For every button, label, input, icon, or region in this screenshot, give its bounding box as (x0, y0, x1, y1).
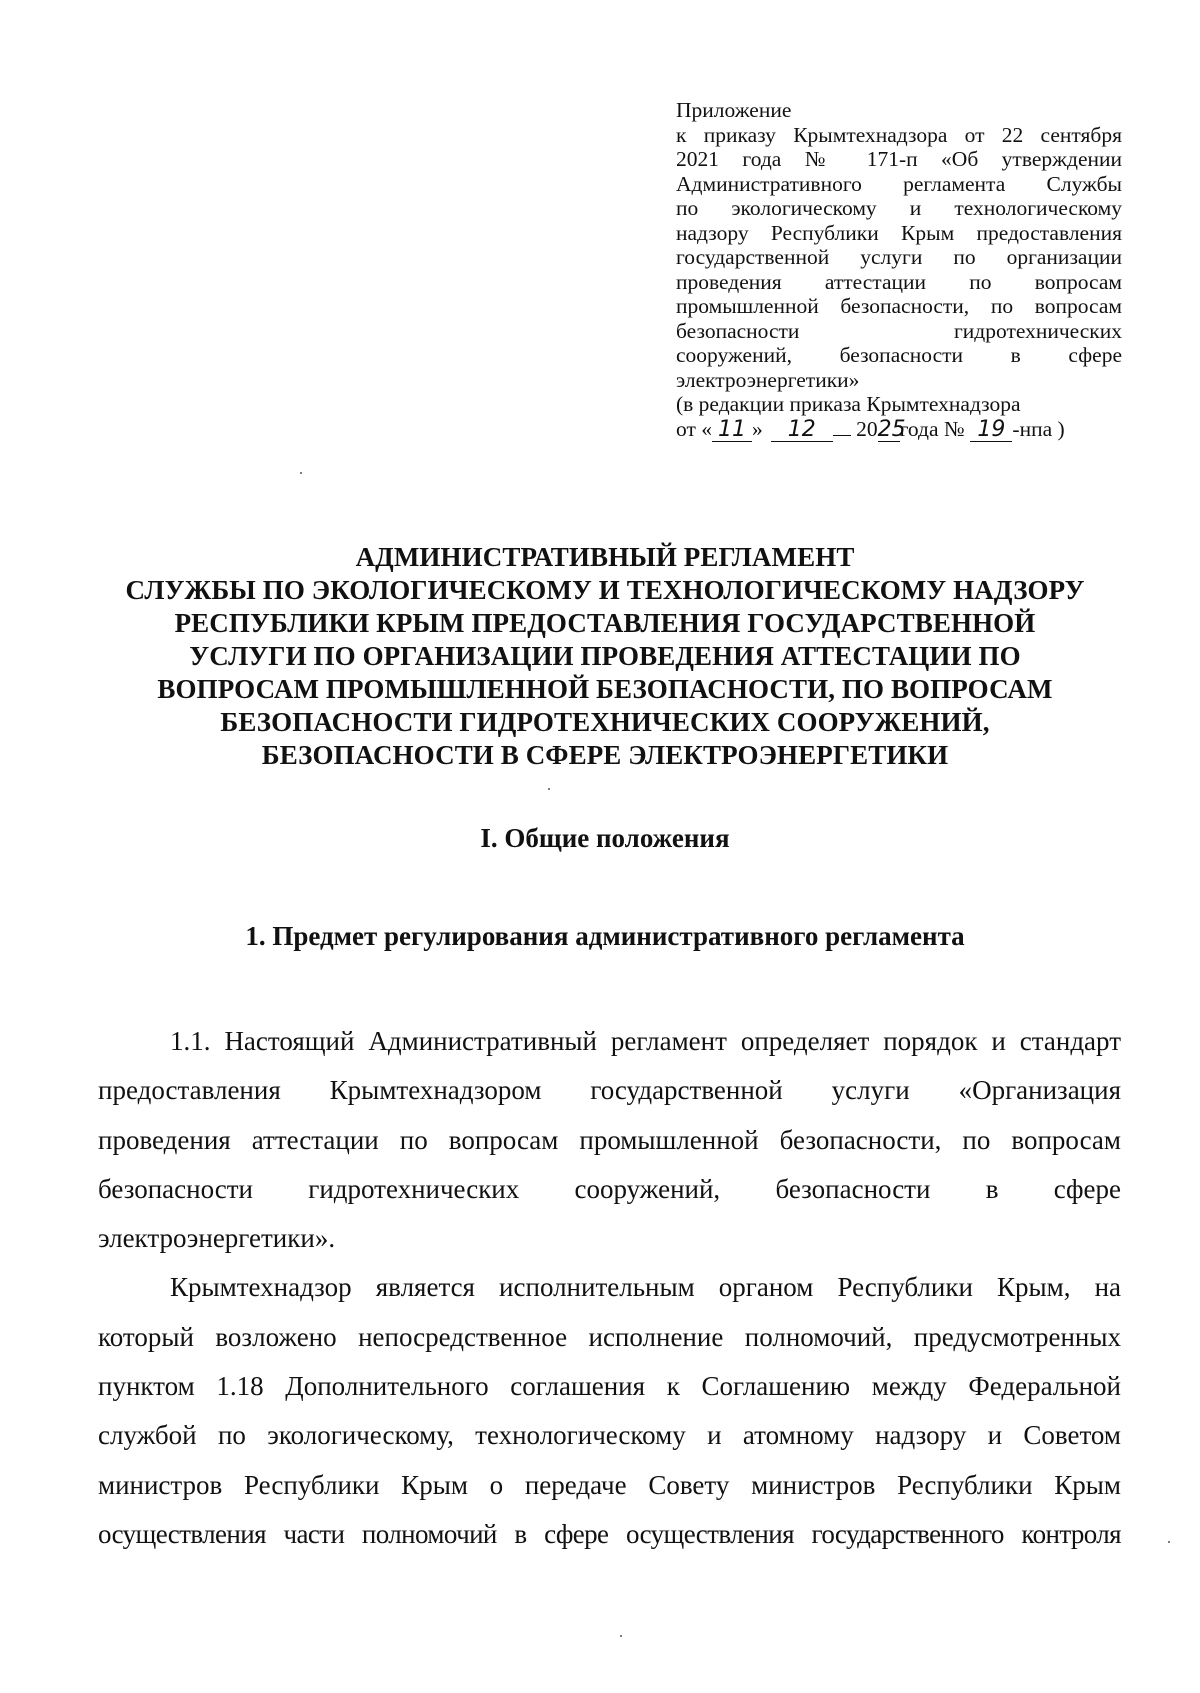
scan-speck (1168, 1541, 1170, 1543)
title-line: БЕЗОПАСНОСТИ ГИДРОТЕХНИЧЕСКИХ СООРУЖЕНИЙ, (220, 707, 990, 737)
paragraph-line: службой по экологическому, технологическому и атомному надзору и Советом (98, 1420, 1121, 1451)
paragraph-line: проведения аттестации по вопросам промышленной безопасности, по вопросам (98, 1124, 1121, 1155)
date-prefix: от « (676, 416, 712, 441)
appendix-date-line (676, 417, 1122, 442)
handwritten-order-number: 19 (970, 419, 1012, 442)
date-year-label: года № (899, 416, 965, 441)
appendix-line: проведения аттестации по вопросам (676, 269, 1122, 294)
paragraph-line: министров Республики Крым о передаче Совету министров Республики Крым (98, 1469, 1121, 1500)
title-line: СЛУЖБЫ ПО ЭКОЛОГИЧЕСКОМУ И ТЕХНОЛОГИЧЕСКОМУ НАДЗОРУ (125, 575, 1085, 605)
handwritten-year: 25 (877, 416, 906, 442)
body-text (98, 1017, 1121, 1559)
title-line: РЕСПУБЛИКИ КРЫМ ПРЕДОСТАВЛЕНИЯ ГОСУДАРСТВЕННОЙ (174, 608, 1036, 638)
handwritten-day: 11 (712, 419, 752, 442)
date-year-prefix: 20 (856, 416, 878, 441)
appendix-line: электроэнергетики» (676, 367, 860, 392)
appendix-line: надзору Республики Крым предоставления (676, 220, 1122, 245)
scan-speck (620, 1635, 622, 1637)
order-suffix: -нпа ) (1012, 416, 1065, 441)
appendix-line: Административного регламента Службы (676, 171, 1122, 196)
appendix-line: сооружений, безопасности в сфере (676, 343, 1122, 367)
paragraph-line: Крымтехнадзор является исполнительным органом Республики Крым, на (170, 1272, 1121, 1303)
subsection-heading: 1. Предмет регулирования административного регламента (245, 921, 965, 951)
paragraph-line: осуществления части полномочий в сфере осуществления государственного контроля (98, 1518, 1121, 1549)
paragraph-line: электроэнергетики». (98, 1223, 336, 1254)
section-heading: I. Общие положения (480, 823, 730, 853)
paragraph-line: предоставления Крымтехнадзором государственной услуги «Организация (98, 1075, 1121, 1106)
appendix-line: государственной услуги по организации (676, 245, 1122, 269)
appendix-line: по экологическому и технологическому (676, 196, 1122, 220)
appendix-line: 2021 года № 171-п «Об утверждении (676, 147, 1122, 171)
appendix-line: промышленной безопасности, по вопросам (676, 294, 1122, 318)
title-line: ВОПРОСАМ ПРОМЫШЛЕННОЙ БЕЗОПАСНОСТИ, ПО ВОПРОСАМ (157, 674, 1053, 704)
date-mid: » (752, 416, 763, 441)
title-line: АДМИНИСТРАТИВНЫЙ РЕГЛАМЕНТ (355, 542, 855, 572)
scan-speck (548, 788, 550, 790)
appendix-line: (в редакции приказа Крымтехнадзора (676, 392, 1021, 416)
paragraph-line: 1.1. Настоящий Административный регламент определяет порядок и стандарт (170, 1026, 1121, 1056)
title-line: УСЛУГИ ПО ОРГАНИЗАЦИИ ПРОВЕДЕНИЯ АТТЕСТАЦИИ ПО (189, 641, 1021, 671)
appendix-line: Приложение (676, 98, 792, 122)
paragraph-line: который возложено непосредственное исполнение полномочий, предусмотренных (98, 1321, 1121, 1352)
handwritten-month: 12 (771, 419, 833, 442)
title-line: БЕЗОПАСНОСТИ В СФЕРЕ ЭЛЕКТРОЭНЕРГЕТИКИ (261, 740, 949, 770)
paragraph-line: пунктом 1.18 Дополнительного соглашения к Соглашению между Федеральной (98, 1371, 1121, 1402)
appendix-line: к приказу Крымтехнадзора от 22 сентября (676, 122, 1122, 147)
appendix-block (676, 98, 1122, 442)
paragraph-line: безопасности гидротехнических сооружений, безопасности в сфере (98, 1173, 1121, 1204)
scan-speck (300, 472, 302, 474)
appendix-line: безопасности гидротехнических (676, 318, 1122, 343)
document-title (90, 541, 1120, 772)
